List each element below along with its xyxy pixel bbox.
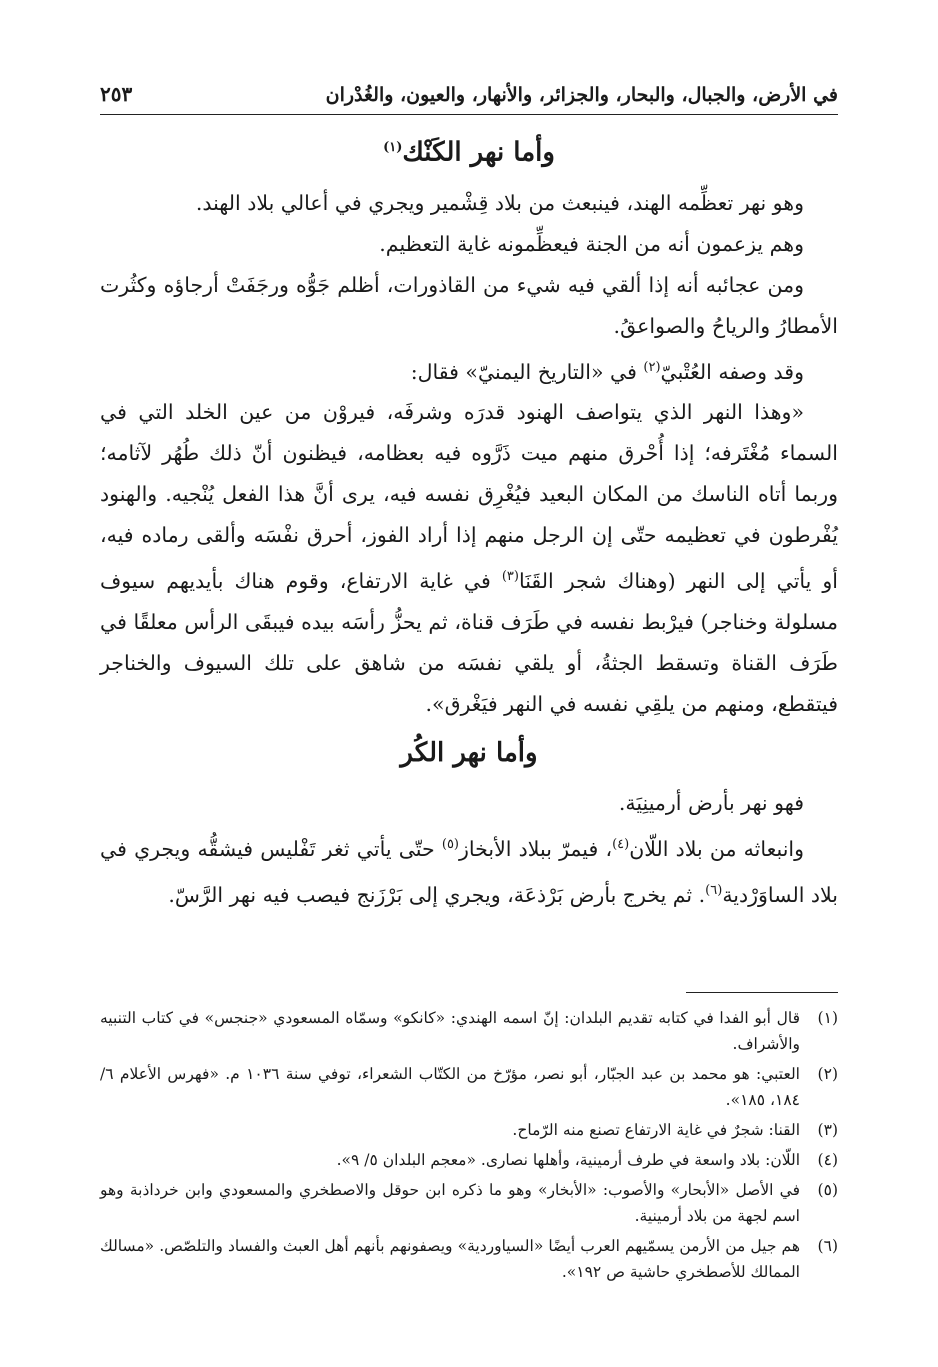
footnote-number: (٢) [817, 1065, 838, 1083]
page-number: ٢٥٣ [100, 82, 133, 106]
footnote-ref[interactable]: (٤) [612, 837, 630, 853]
footnote-ref[interactable]: (٦) [705, 883, 723, 899]
main-text [100, 128, 838, 916]
footnote-number: (٦) [817, 1237, 838, 1255]
paragraph: فهو نهر بأرض أرمينِيَة. [618, 791, 804, 816]
footnotes [100, 1005, 838, 1289]
footnote-text: في الأصل «الأبحار» والأصوب: «الأبخار» وهو ما ذكره ابن حوقل والاصطخري والمسعودي وابن خرداذبة وهو اسم لجهة من بلاد أرمينية. [100, 1181, 800, 1225]
paragraph: ومن عجائبه أنه إذا ألقي فيه شيء من القاذورات، أظلم جَوُّه ورجَفَتْ أرجاؤه وكثُرت الأمطارُ والرياحُ والصواعقُ. [100, 272, 838, 338]
footnote-ref[interactable]: (٥) [441, 837, 459, 853]
footnote [100, 1005, 838, 1057]
footnote-separator [686, 992, 838, 993]
footnote-text: قال أبو الفدا في كتابه تقديم البلدان: إنّ اسمه الهندي: «كانكو» وسمّاه المسعودي «جنجس» في كتاب التنبيه والأشراف. [100, 1009, 800, 1053]
footnote-text: هم جيل من الأرمن يسمّيهم العرب أيضًا «السياوردية» ويصفونهم بأنهم أهل العبث والفساد والتلصّص. «مسالك الممالك للأصطخري حاشية ص ١٩٢». [100, 1237, 800, 1281]
footnote-number: (٣) [817, 1121, 838, 1139]
paragraph: وهم يزعمون أنه من الجنة فيعظِّمونه غاية التعظيم. [379, 231, 804, 256]
section-heading-kura: وأما نهر الكُر [400, 738, 538, 769]
footnote [100, 1117, 838, 1143]
section-heading-ganges: وأما نهر الكَنْك$^{(١)}$ [383, 137, 555, 168]
footnote-text: القنا: شجرٌ في غاية الارتفاع تصنع منه الرّماح. [512, 1121, 800, 1139]
paragraph: وهو نهر تعظِّمه الهند، فينبعث من بلاد قِشْمير ويجري في أعالي بلاد الهند. [195, 190, 804, 215]
footnote-ref[interactable]: (٢) [643, 359, 661, 375]
footnote-ref[interactable]: (٣) [501, 569, 519, 585]
footnote-number: (٥) [817, 1181, 838, 1199]
footnote [100, 1177, 838, 1229]
footnote [100, 1061, 838, 1113]
footnote-number: (١) [817, 1009, 838, 1027]
footnote [100, 1233, 838, 1285]
footnote-ref[interactable]: (١) [383, 140, 403, 155]
running-title: في الأرض، والجبال، والبحار، والجزائر، والأنهار، والعيون، والغُدْران [325, 84, 838, 106]
page-header [100, 80, 838, 115]
paragraph: وانبعاثه من بلاد اللّان$^{(٤)}$، فيمرّ ببلاد الأبخاز$^{(٥)}$ حتّى يأتي ثغر تَفْليس فيشقُّه ويجري في بلاد الساوَرْدية$^{(٦)}$. ثم يخرج بأرض بَرْذعَة، ويجري إلى بَرْزَنج فيصب فيه نهر الرَّسّ. [100, 837, 838, 907]
paragraph: وقد وصفه العُتْبيّ$^{(٢)}$ في «التاريخ اليمنيّ» فقال: [410, 359, 804, 384]
footnote-text: العتبي: هو محمد بن عبد الجبّار، أبو نصر، مؤرّخ من الكتّاب الشعراء، توفي سنة ١٠٣٦ م. «فهرس الأعلام ٦/ ١٨٤، ١٨٥». [100, 1065, 800, 1109]
footnote-text: اللّان: بلاد واسعة في طرف أرمينية، وأهلها نصارى. «معجم البلدان ٥/ ٩». [336, 1151, 800, 1169]
quotation: «وهذا النهر الذي يتواصف الهنود قدرَه وشرفَه، فيروْن من عين الخلد التي في السماء مُغْتَرفه؛ إذا أُحْرق منهم ميت ذَرَّوه فيه بعظامه، فيظنون أنّ ذلك طُهُر لآثامه؛ وربما أتاه الناسك من المكان البعيد فيُغْرِق نفسه فيه، يرى أنَّ هذا الفعل يُنْجيه. والهنود يُفْرطون في تعظيمه حتّى إن الرجل منهم إذا أراد الفوز، أحرق نفْسَه وألقى رماده فيه، أو يأتي إلى النهر (وهناك شجر القَنَا$^{(٣)}$ في غاية الارتفاع، وقوم هناك بأيديهم سيوف مسلولة وخناجر) فيرْبط نفسه في طَرَف قناة، ثم يحزُّ رأسَه بيده فيبقَى الرأس معلقًا في طَرَف القناة وتسقط الجثةُ، أو يلقي نفسَه من شاهق على تلك السيوف والخناجر فيتقطع، ومنهم من يلقِي نفسه في النهر فيَغْرق». [100, 400, 838, 717]
footnote-number: (٤) [817, 1151, 838, 1169]
footnote [100, 1147, 838, 1173]
